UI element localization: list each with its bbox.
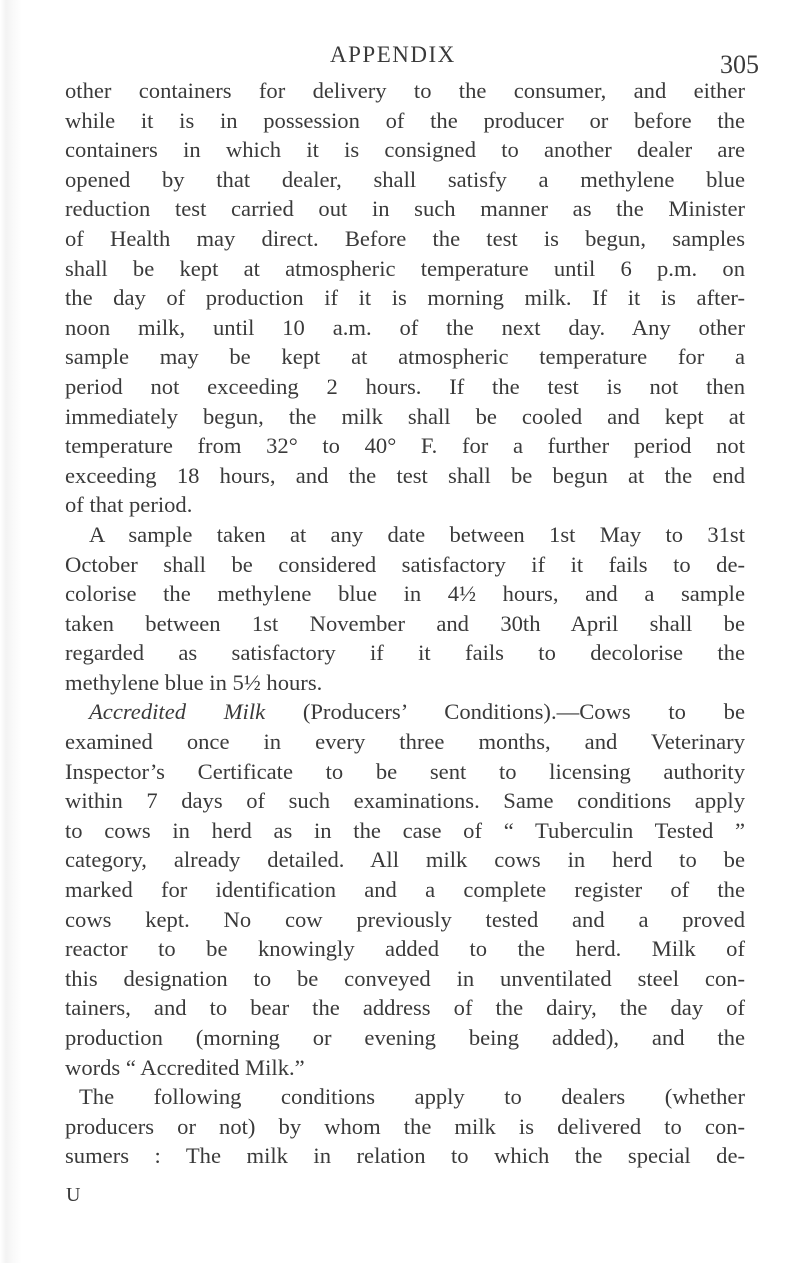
text-line: noon milk, until 10 a.m. of the next day. Any other xyxy=(65,314,745,340)
text-line: A sample taken at any date between 1st May to 31st xyxy=(89,521,745,547)
text-line: temperature from 32° to 40° F. for a further period not xyxy=(65,433,745,459)
text-line: cows kept. No cow previously tested and a proved xyxy=(65,906,745,932)
text-line: marked for identification and a complete register of the xyxy=(65,877,745,903)
text-line-accredited xyxy=(65,697,745,727)
text-line: while it is in possession of the producer or before the xyxy=(65,107,745,133)
text-line: October shall be considered satisfactory if it fails to de- xyxy=(65,551,745,577)
text-line: the day of production if it is morning milk. If it is after- xyxy=(65,285,745,311)
page-number: 305 xyxy=(720,50,759,79)
text-line: taken between 1st November and 30th April shall be xyxy=(65,610,745,636)
text-line: methylene blue in 5½ hours. xyxy=(65,669,323,695)
text-line: The following conditions apply to dealers (whether xyxy=(79,1084,745,1110)
text-line: of that period. xyxy=(65,492,193,518)
text-line: immediately begun, the milk shall be cooled and kept at xyxy=(65,403,745,429)
text-line: examined once in every three months, and Veterinary xyxy=(65,729,745,755)
text-line: opened by that dealer, shall satisfy a methylene blue xyxy=(65,166,745,192)
text-line: shall be kept at atmospheric temperature until 6 p.m. on xyxy=(65,255,745,281)
text-line: other containers for delivery to the consumer, and either xyxy=(65,78,745,103)
text-line: reactor to be knowingly added to the herd. Milk of xyxy=(65,936,745,962)
text-line: tainers, and to bear the address of the dairy, the day of xyxy=(65,995,745,1021)
text-line: period not exceeding 2 hours. If the test is not then xyxy=(65,373,745,399)
text-line: words “ Accredited Milk.” xyxy=(65,1054,305,1080)
page-spine-shadow xyxy=(0,0,22,1263)
text-line: containers in which it is consigned to another dealer are xyxy=(65,137,745,163)
text-line: to cows in herd as in the case of “ Tuberculin Tested ” xyxy=(65,817,745,843)
signature-mark: U xyxy=(66,1184,81,1206)
text-line: this designation to be conveyed in unventilated steel con- xyxy=(65,965,745,991)
text-line: Inspector’s Certificate to be sent to licensing authority xyxy=(65,758,745,784)
text-line: producers or not) by whom the milk is delivered to con- xyxy=(65,1113,745,1139)
text-span: (Producers’ Conditions).—Cows to be xyxy=(302,699,745,725)
text-line: sumers : The milk in relation to which the special de- xyxy=(65,1143,745,1169)
accredited-milk-heading: Accredited Milk xyxy=(89,699,266,725)
text-line: within 7 days of such examinations. Same conditions apply xyxy=(65,788,745,814)
text-line: regarded as satisfactory if it fails to decolorise the xyxy=(65,640,745,666)
text-line: category, already detailed. All milk cows in herd to be xyxy=(65,847,745,873)
text-line: exceeding 18 hours, and the test shall be begun at the end xyxy=(65,462,745,488)
running-head: APPENDIX xyxy=(330,42,456,67)
text-line: sample may be kept at atmospheric temperature for a xyxy=(65,344,745,370)
text-line: of Health may direct. Before the test is begun, samples xyxy=(65,225,745,251)
text-line: production (morning or evening being added), and the xyxy=(65,1025,745,1050)
text-line: colorise the methylene blue in 4½ hours, and a sample xyxy=(65,581,745,607)
body-text xyxy=(65,76,745,1171)
text-line: reduction test carried out in such manner as the Minister xyxy=(65,196,745,222)
